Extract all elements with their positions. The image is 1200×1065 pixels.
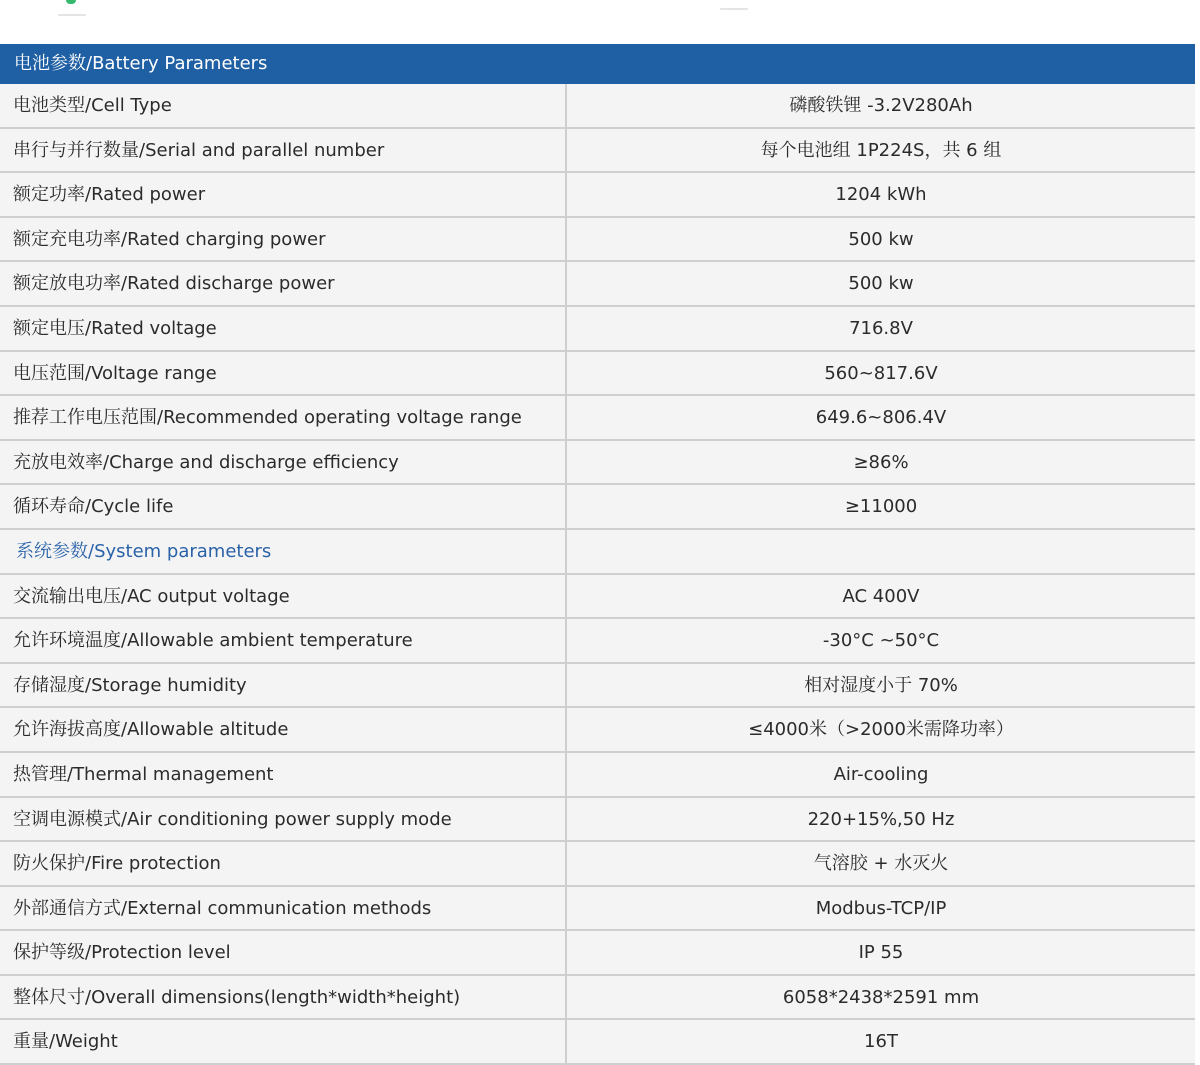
table-row — [0, 307, 1195, 352]
row-value: -30°C ~50°C — [822, 630, 940, 652]
row-value: 每个电池组 1P224S，共 6 组 — [760, 139, 1002, 161]
table-row — [0, 575, 1195, 620]
table-row — [0, 218, 1195, 263]
row-label: 充放电效率/Charge and discharge efficiency — [0, 441, 567, 484]
row-value: 磷酸铁锂 -3.2V280Ah — [789, 95, 973, 116]
row-label: 整体尺寸/Overall dimensions(length*width*height) — [0, 976, 567, 1019]
table-row — [0, 664, 1195, 709]
table-row — [0, 352, 1195, 397]
table-row — [0, 619, 1195, 664]
row-label: 推荐工作电压范围/Recommended operating voltage range — [0, 396, 567, 439]
row-label: 存储湿度/Storage humidity — [0, 664, 567, 707]
table-row — [0, 887, 1195, 932]
row-value: ≤4000米（>2000米需降功率） — [748, 719, 1014, 741]
table-row — [0, 129, 1195, 174]
table-row — [0, 753, 1195, 798]
indicator-dot — [66, 0, 76, 4]
row-label: 额定放电功率/Rated discharge power — [0, 262, 567, 305]
row-value: 560~817.6V — [824, 362, 938, 384]
row-value: ≥86% — [853, 451, 909, 473]
top-strip — [0, 0, 1200, 44]
table-row — [0, 1020, 1195, 1065]
row-label: 串行与并行数量/Serial and parallel number — [0, 129, 567, 172]
table-row — [0, 262, 1195, 307]
row-value: 220+15%,50 Hz — [807, 808, 955, 830]
row-label: 额定充电功率/Rated charging power — [0, 218, 567, 261]
row-label: 允许海拔高度/Allowable altitude — [0, 708, 567, 751]
row-value: 716.8V — [849, 317, 913, 339]
row-value: 相对湿度小于 70% — [804, 674, 958, 696]
table-row — [0, 396, 1195, 441]
row-label: 允许环境温度/Allowable ambient temperature — [0, 619, 567, 662]
row-label: 额定电压/Rated voltage — [0, 307, 567, 350]
row-value: 649.6~806.4V — [815, 407, 947, 429]
table-row — [0, 441, 1195, 486]
table-header-title: 电池参数/Battery Parameters — [14, 53, 268, 74]
row-value: 气溶胶 + 水灭火 — [813, 853, 949, 875]
row-value: 6058*2438*2591 mm — [782, 986, 980, 1008]
section-title: 系统参数/System parameters — [0, 530, 567, 573]
row-label: 循环寿命/Cycle life — [0, 485, 567, 528]
row-value: 500 kw — [848, 273, 914, 295]
table-row — [0, 798, 1195, 843]
row-value — [567, 530, 1195, 573]
spec-table — [0, 44, 1195, 1065]
table-row — [0, 173, 1195, 218]
row-value: 16T — [864, 1031, 898, 1053]
row-value: ≥11000 — [844, 496, 918, 518]
row-value: 500 kw — [848, 228, 914, 250]
row-value: 1204 kWh — [835, 184, 927, 206]
row-label: 电池类型/Cell Type — [0, 84, 567, 127]
row-label: 电压范围/Voltage range — [0, 352, 567, 395]
row-label: 热管理/Thermal management — [0, 753, 567, 796]
row-value: IP 55 — [858, 942, 904, 964]
table-row — [0, 931, 1195, 976]
divider-mark — [720, 8, 748, 10]
row-label: 额定功率/Rated power — [0, 173, 567, 216]
divider-mark — [58, 14, 86, 16]
table-row — [0, 842, 1195, 887]
table-header — [0, 44, 1195, 84]
row-label: 外部通信方式/External communication methods — [0, 887, 567, 930]
table-row — [0, 976, 1195, 1021]
row-label: 空调电源模式/Air conditioning power supply mode — [0, 798, 567, 841]
table-row — [0, 84, 1195, 129]
row-value: Modbus-TCP/IP — [815, 897, 947, 919]
row-label: 防火保护/Fire protection — [0, 842, 567, 885]
table-row — [0, 708, 1195, 753]
row-value: Air-cooling — [833, 763, 929, 785]
row-label: 保护等级/Protection level — [0, 931, 567, 974]
row-value: AC 400V — [842, 585, 920, 607]
row-label: 重量/Weight — [0, 1020, 567, 1063]
row-label: 交流输出电压/AC output voltage — [0, 575, 567, 618]
section-row — [0, 530, 1195, 575]
table-row — [0, 485, 1195, 530]
